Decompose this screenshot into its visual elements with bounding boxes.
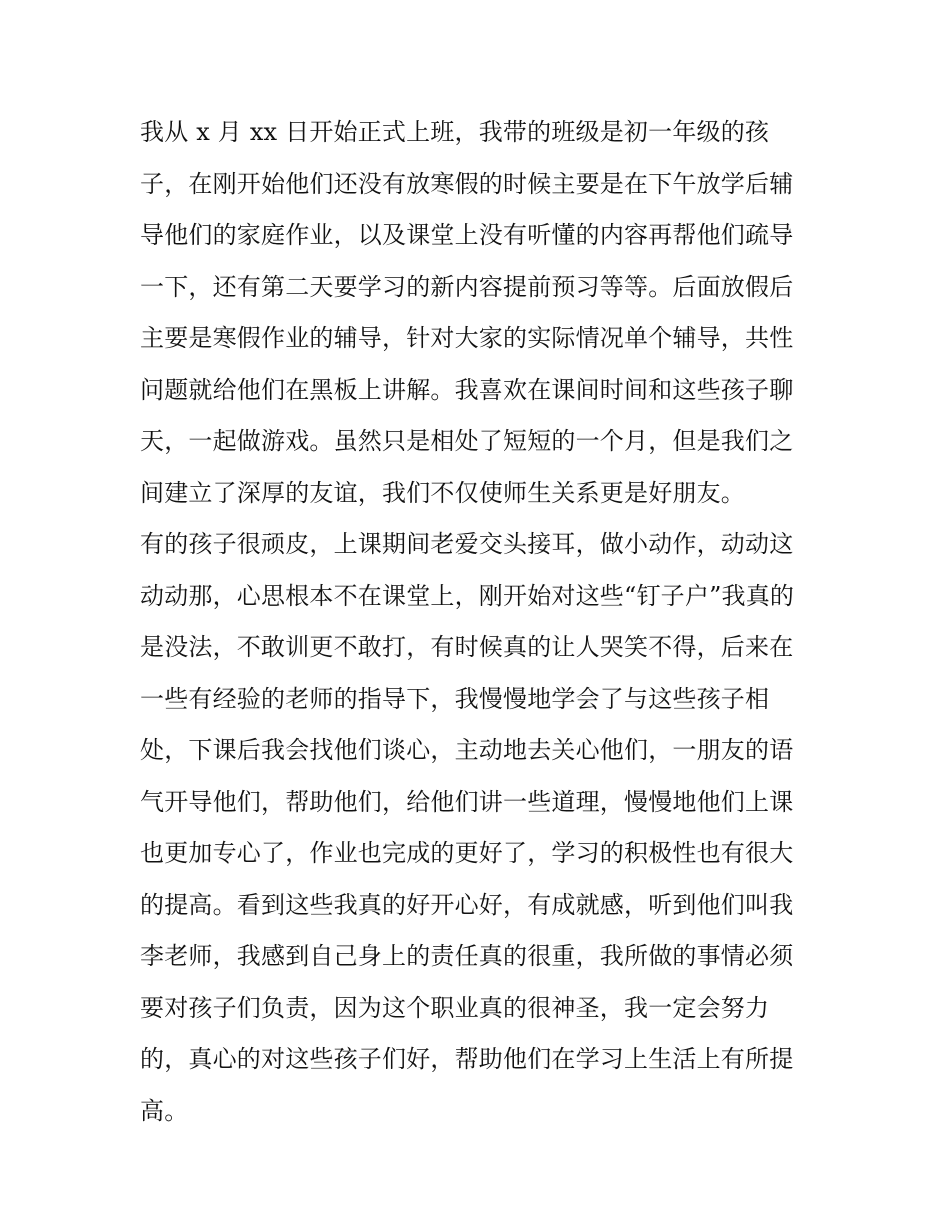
text-line: 一下，还有第二天要学习的新内容提前预习等等。后面放假后	[140, 272, 794, 301]
text-line: 主要是寒假作业的辅导，针对大家的实际情况单个辅导，共性	[140, 324, 794, 352]
body-text	[140, 107, 840, 1137]
text-line: 气开导他们，帮助他们，给他们讲一些道理，慢慢地他们上课	[140, 787, 794, 816]
text-line: 的提高。看到这些我真的好开心好，有成就感，听到他们叫我	[140, 890, 794, 919]
text-line: 我从 x 月 xx 日开始正式上班，我带的班级是初一年级的孩	[140, 118, 770, 146]
text-line: 间建立了深厚的友谊，我们不仅使师生关系更是好朋友。	[140, 478, 745, 507]
text-line: 要对孩子们负责，因为这个职业真的很神圣，我一定会努力	[140, 993, 770, 1022]
text-line: 高。	[140, 1096, 189, 1125]
text-line: 是没法，不敢训更不敢打，有时候真的让人哭笑不得，后来在	[140, 633, 794, 661]
text-line: 有的孩子很顽皮，上课期间老爱交头接耳，做小动作，动动这	[140, 530, 794, 558]
text-line: 动动那，心思根本不在课堂上，刚开始对这些“钉子户”我真的	[140, 581, 795, 610]
text-line: 导他们的家庭作业，以及课堂上没有听懂的内容再帮他们疏导	[140, 221, 794, 249]
text-line: 的，真心的对这些孩子们好，帮助他们在学习上生活上有所提	[140, 1045, 794, 1073]
text-line: 子，在刚开始他们还没有放寒假的时候主要是在下午放学后辅	[140, 169, 794, 198]
text-line: 李老师，我感到自己身上的责任真的很重，我所做的事情必须	[140, 942, 794, 970]
text-line: 也更加专心了，作业也完成的更好了，学习的积极性也有很大	[140, 839, 794, 867]
text-line: 问题就给他们在黑板上讲解。我喜欢在课间时间和这些孩子聊	[140, 375, 794, 404]
text-line: 天，一起做游戏。虽然只是相处了短短的一个月，但是我们之	[140, 427, 794, 455]
text-line: 处，下课后我会找他们谈心，主动地去关心他们，一朋友的语	[140, 736, 794, 764]
text-line: 一些有经验的老师的指导下，我慢慢地学会了与这些孩子相	[140, 684, 770, 713]
